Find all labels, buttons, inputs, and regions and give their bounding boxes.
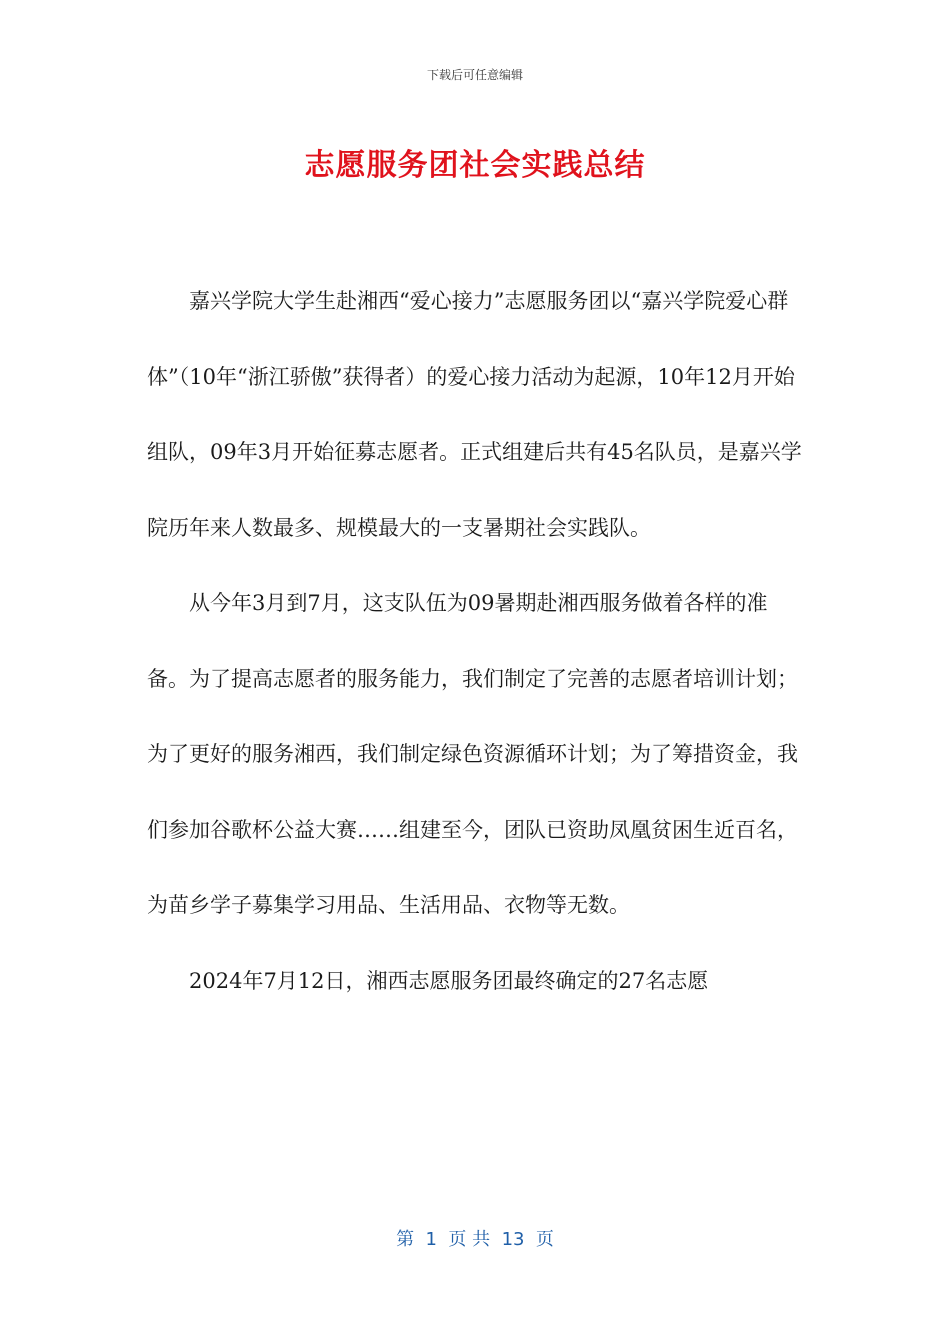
page-header-note: 下载后可任意编辑 xyxy=(426,68,523,82)
paragraph-1: 嘉兴学院大学生赴湘西“爱心接力”志愿服务团以“嘉兴学院爱心群体”（10年“浙江骄傲”获得者）的爱心接力活动为起源，10年12月开始组队，09年3月开始征募志愿者。正式组建后共有45名队员，是嘉兴学院历年来人数最多、规模最大的一支暑期社会实践队。 xyxy=(147,289,802,540)
paragraph-3: 2024年7月12日，湘西志愿服务团最终确定的27名志愿 xyxy=(189,968,709,993)
document-title: 志愿服务团社会实践总结 xyxy=(304,148,646,183)
page-number-footer: 第 1 页 共 13 页 xyxy=(396,1229,554,1250)
paragraph-2: 从今年3月到7月，这支队伍为09暑期赴湘西服务做着各样的准备。为了提高志愿者的服务能力，我们制定了完善的志愿者培训计划；为了更好的服务湘西，我们制定绿色资源循环计划；为了筹措资金，我们参加谷歌杯公益大赛……组建至今，团队已资助凤凰贫困生近百名，为苗乡学子募集学习用品、生活用品、衣物等无数。 xyxy=(147,591,798,917)
document-body xyxy=(147,264,807,1019)
